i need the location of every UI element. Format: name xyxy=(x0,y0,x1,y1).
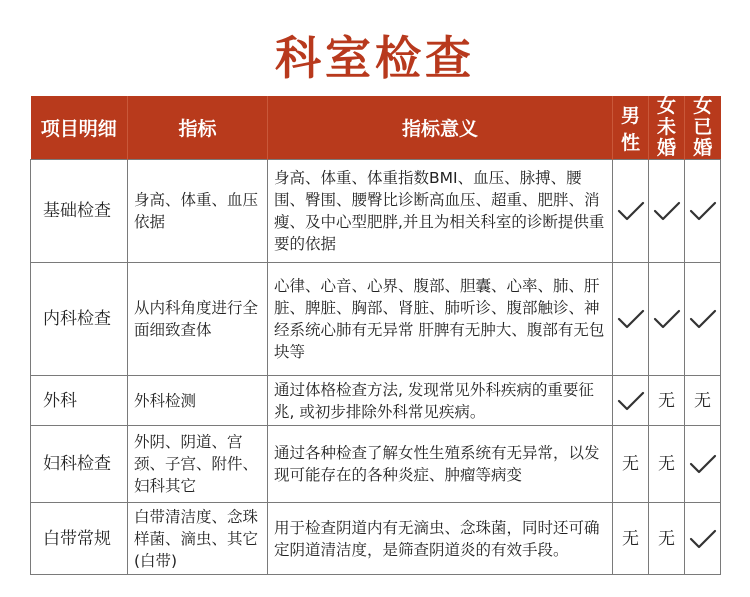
header-male: 男性 xyxy=(613,96,649,160)
header-female-married-line2: 已婚 xyxy=(693,116,713,159)
item-cell: 外科 xyxy=(31,376,128,426)
table-row xyxy=(31,376,721,426)
meaning-cell: 通过体格检查方法, 发现常见外科疾病的重要征兆, 或初步排除外科常见疾病。 xyxy=(268,376,613,426)
female-married-mark xyxy=(685,160,721,263)
item-cell: 妇科检查 xyxy=(31,426,128,503)
header-female-unmarried xyxy=(649,96,685,160)
female-married-mark xyxy=(685,503,721,575)
table-header-row xyxy=(31,96,721,160)
indicator-cell: 外科检测 xyxy=(128,376,268,426)
check-icon xyxy=(652,199,682,223)
check-icon xyxy=(688,199,718,223)
item-cell: 内科检查 xyxy=(31,263,128,376)
check-icon xyxy=(616,199,646,223)
header-meaning: 指标意义 xyxy=(268,96,613,160)
table-row xyxy=(31,503,721,575)
female-married-mark: 无 xyxy=(685,376,721,426)
table-row xyxy=(31,426,721,503)
check-icon xyxy=(652,307,682,331)
male-mark: 无 xyxy=(613,503,649,575)
indicator-cell: 白带清洁度、念珠样菌、滴虫、其它(白带) xyxy=(128,503,268,575)
item-cell: 基础检查 xyxy=(31,160,128,263)
male-mark xyxy=(613,263,649,376)
exam-table xyxy=(30,96,721,575)
indicator-cell: 身高、体重、血压依据 xyxy=(128,160,268,263)
meaning-cell: 用于检查阴道内有无滴虫、念珠菌，同时还可确定阴道清洁度，是筛查阴道炎的有效手段。 xyxy=(268,503,613,575)
check-icon xyxy=(688,307,718,331)
table-row xyxy=(31,160,721,263)
header-female-married xyxy=(685,96,721,160)
female-unmarried-mark xyxy=(649,263,685,376)
male-mark xyxy=(613,160,649,263)
meaning-cell: 身高、体重、体重指数BMI、血压、脉搏、腰围、臀围、腰臀比诊断高血压、超重、肥胖、消瘦、及中心型肥胖,并且为相关科室的诊断提供重要的依据 xyxy=(268,160,613,263)
table-row xyxy=(31,263,721,376)
meaning-cell: 心律、心音、心界、腹部、胆囊、心率、肺、肝脏、脾脏、胸部、肾脏、肺听诊、腹部触诊、神经系统心肺有无异常 肝脾有无肿大、腹部有无包块等 xyxy=(268,263,613,376)
check-icon xyxy=(688,527,718,551)
male-mark xyxy=(613,376,649,426)
female-unmarried-mark: 无 xyxy=(649,376,685,426)
header-female-unmarried-line2: 未婚 xyxy=(656,116,676,159)
indicator-cell: 从内科角度进行全面细致查体 xyxy=(128,263,268,376)
header-indicator: 指标 xyxy=(128,96,268,160)
check-icon xyxy=(688,452,718,476)
female-unmarried-mark xyxy=(649,160,685,263)
header-female-unmarried-line1: 女 xyxy=(656,95,676,117)
female-unmarried-mark: 无 xyxy=(649,426,685,503)
header-item: 项目明细 xyxy=(31,96,128,160)
page-title: 科室检查 xyxy=(275,31,475,85)
female-married-mark xyxy=(685,263,721,376)
check-icon xyxy=(616,307,646,331)
female-married-mark xyxy=(685,426,721,503)
check-icon xyxy=(616,389,646,413)
male-mark: 无 xyxy=(613,426,649,503)
female-unmarried-mark: 无 xyxy=(649,503,685,575)
header-female-married-line1: 女 xyxy=(693,95,713,117)
item-cell: 白带常规 xyxy=(31,503,128,575)
meaning-cell: 通过各种检查了解女性生殖系统有无异常，以发现可能存在的各种炎症、肿瘤等病变 xyxy=(268,426,613,503)
indicator-cell: 外阴、阴道、宫颈、子宫、附件、妇科其它 xyxy=(128,426,268,503)
